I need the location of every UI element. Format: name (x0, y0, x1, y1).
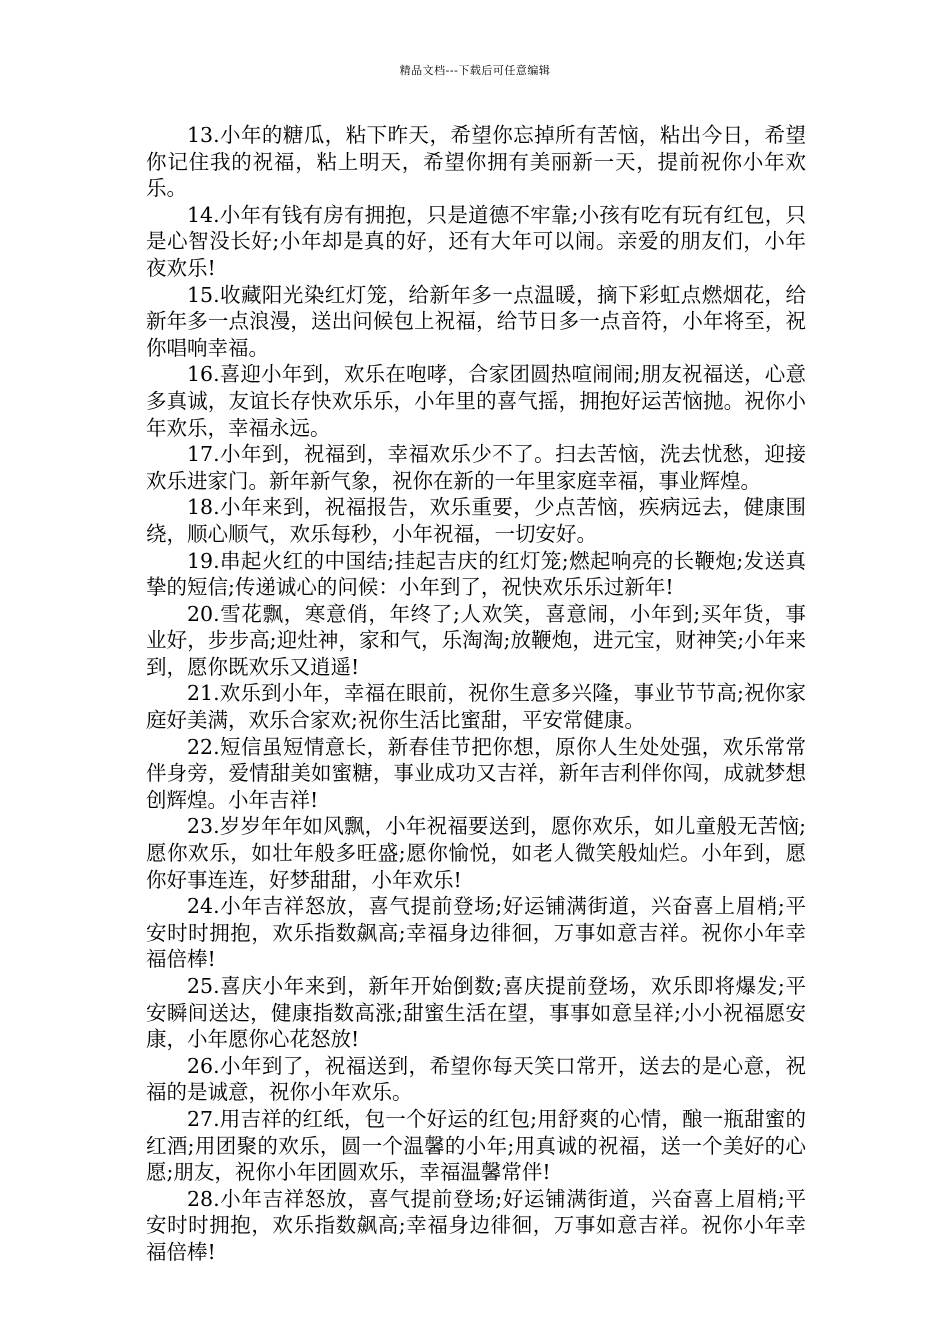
page-header: 精品文档---下载后可任意编辑 (399, 64, 551, 77)
paragraph-28: 28.小年吉祥怒放，喜气提前登场;好运铺满街道，兴奋喜上眉梢;平安时时拥抱，欢乐指数飙高;幸福身边徘徊，万事如意吉祥。祝你小年幸福倍棒! (146, 1186, 806, 1264)
paragraph-21: 21.欢乐到小年，幸福在眼前，祝你生意多兴隆，事业节节高;祝你家庭好美满，欢乐合家欢;祝你生活比蜜甜，平安常健康。 (146, 681, 806, 733)
paragraph-16: 16.喜迎小年到，欢乐在咆哮，合家团圆热喧闹闹;朋友祝福送，心意多真诚，友谊长存快欢乐乐，小年里的喜气摇，拥抱好运苦恼抛。祝你小年欢乐，幸福永远。 (146, 362, 806, 440)
document-body (146, 122, 806, 1266)
paragraph-24: 24.小年吉祥怒放，喜气提前登场;好运铺满街道，兴奋喜上眉梢;平安时时拥抱，欢乐指数飙高;幸福身边徘徊，万事如意吉祥。祝你小年幸福倍棒! (146, 894, 806, 972)
paragraph-26: 26.小年到了，祝福送到，希望你每天笑口常开，送去的是心意，祝福的是诚意，祝你小年欢乐。 (146, 1053, 806, 1105)
paragraph-19: 19.串起火红的中国结;挂起吉庆的红灯笼;燃起响亮的长鞭炮;发送真挚的短信;传递诚心的问候：小年到了，祝快欢乐乐过新年! (146, 548, 806, 600)
paragraph-22: 22.短信虽短情意长，新春佳节把你想，原你人生处处强，欢乐常常伴身旁，爱情甜美如蜜糖，事业成功又吉祥，新年吉利伴你闯，成就梦想创辉煌。小年吉祥! (146, 734, 806, 812)
paragraph-23: 23.岁岁年年如风飘，小年祝福要送到，愿你欢乐，如儿童般无苦恼;愿你欢乐，如壮年般多旺盛;愿你愉悦，如老人微笑般灿烂。小年到，愿你好事连连，好梦甜甜，小年欢乐! (146, 814, 806, 892)
paragraph-25: 25.喜庆小年来到，新年开始倒数;喜庆提前登场，欢乐即将爆发;平安瞬间送达，健康指数高涨;甜蜜生活在望，事事如意呈祥;小小祝福愿安康，小年愿你心花怒放! (146, 974, 806, 1052)
paragraph-15: 15.收藏阳光染红灯笼，给新年多一点温暖，摘下彩虹点燃烟花，给新年多一点浪漫，送出问候包上祝福，给节日多一点音符，小年将至，祝你唱响幸福。 (146, 282, 806, 360)
paragraph-20: 20.雪花飘，寒意俏，年终了;人欢笑，喜意闹，小年到;买年货，事业好，步步高;迎灶神，家和气，乐淘淘;放鞭炮，进元宝，财神笑;小年来到，愿你既欢乐又逍遥! (146, 601, 806, 679)
paragraph-27: 27.用吉祥的红纸，包一个好运的红包;用舒爽的心情，酿一瓶甜蜜的红酒;用团聚的欢乐，圆一个温馨的小年;用真诚的祝福，送一个美好的心愿;朋友，祝你小年团圆欢乐，幸福温馨常伴! (146, 1106, 806, 1185)
paragraph-17: 17.小年到，祝福到，幸福欢乐少不了。扫去苦恼，洗去忧愁，迎接欢乐进家门。新年新气象，祝你在新的一年里家庭幸福，事业辉煌。 (146, 442, 806, 493)
paragraph-14: 14.小年有钱有房有拥抱，只是道德不牢靠;小孩有吃有玩有红包，只是心智没长好;小年却是真的好，还有大年可以闹。亲爱的朋友们，小年夜欢乐! (146, 202, 806, 280)
paragraph-18: 18.小年来到，祝福报告，欢乐重要，少点苦恼，疾病远去，健康围绕，顺心顺气，欢乐每秒，小年祝福，一切安好。 (146, 495, 806, 546)
paragraph-13: 13.小年的糖瓜，粘下昨天，希望你忘掉所有苦恼，粘出今日，希望你记住我的祝福，粘上明天，希望你拥有美丽新一天，提前祝你小年欢乐。 (146, 123, 806, 201)
